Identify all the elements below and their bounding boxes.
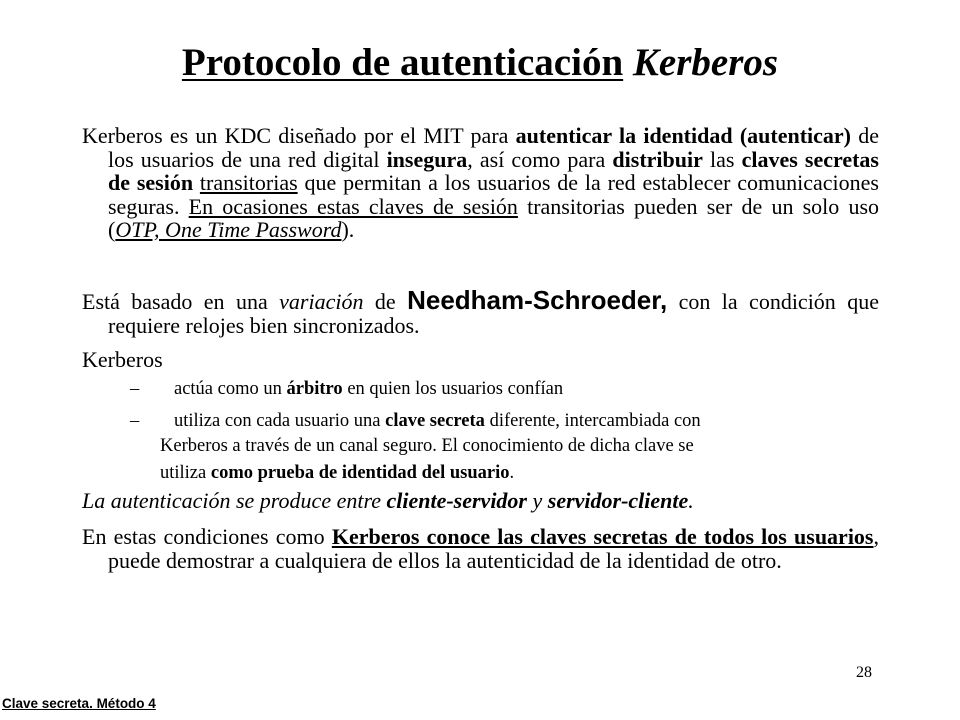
text: La autenticación se produce entre <box>82 488 387 513</box>
needham-schroeder-text: Needham-Schroeder, <box>407 285 668 315</box>
text: . <box>688 488 694 513</box>
text: , así como para <box>467 146 613 172</box>
list-item-continuation <box>160 459 880 487</box>
title-main: Protocolo de autenticación <box>181 41 624 84</box>
text: utiliza con cada usuario una <box>174 411 386 431</box>
list-item-continuation: Kerberos a través de un canal seguro. El conocimiento de dicha clave se <box>160 436 694 456</box>
bold-text: cliente-servidor <box>386 488 527 513</box>
list-item <box>130 375 870 403</box>
underlined-text: En ocasiones estas claves de sesión <box>188 193 518 219</box>
text: de <box>363 289 408 314</box>
list-item <box>130 407 870 435</box>
text: . <box>509 463 515 483</box>
bold-text: clave secreta <box>385 411 485 431</box>
text: diferente, intercambiada con <box>484 411 701 431</box>
slide-title <box>0 40 960 86</box>
text: ). <box>341 217 355 242</box>
bold-text: claves secretas de sesión <box>108 146 879 195</box>
bold-text: como prueba de identidad del usuario <box>210 463 510 483</box>
bold-text: autenticar la identidad (autenticar) <box>515 123 852 148</box>
paragraph-kerberos-kdc <box>82 124 879 242</box>
text: utiliza <box>160 463 211 483</box>
text: Kerberos es un KDC diseñado por el MIT para <box>82 123 516 148</box>
text: y <box>527 488 548 513</box>
paragraph-needham-schroeder <box>82 285 879 338</box>
italic-text: variación <box>279 289 364 314</box>
text: que permitan a los usuarios de la red establecer comunicaciones seguras. <box>108 170 879 219</box>
footer-label: Clave secreta. Método 4 <box>2 696 156 711</box>
text: Está basado en una <box>82 289 280 314</box>
bold-text: árbitro <box>286 379 343 399</box>
paragraph-kerberos <box>82 348 879 372</box>
text: transitorias pueden ser de un solo uso ( <box>108 193 880 242</box>
bold-underlined-text: Kerberos conoce las claves secretas de todos los usuarios <box>331 524 874 549</box>
underlined-text: transitorias <box>199 170 298 195</box>
text <box>193 170 200 195</box>
text: de los usuarios de una red digital <box>108 123 880 172</box>
text: En estas condiciones como <box>82 524 332 549</box>
dash-bullet: – <box>130 379 140 399</box>
text: Kerberos <box>82 347 163 372</box>
text: las <box>702 146 742 172</box>
page-number: 28 <box>856 664 872 681</box>
paragraph-conclusion <box>82 525 879 572</box>
text: con la condición que requiere relojes bien sincronizados. <box>108 289 879 338</box>
dash-bullet: – <box>130 411 140 431</box>
paragraph-autenticacion <box>82 489 879 513</box>
bold-text: servidor-cliente <box>547 488 689 513</box>
bold-text: insegura <box>386 146 468 172</box>
text: actúa como un <box>174 379 287 399</box>
bold-text: distribuir <box>612 146 703 172</box>
title-kerberos: Kerberos <box>632 41 779 84</box>
text: , puede demostrar a cualquiera de ellos la autenticidad de la identidad de otro. <box>108 524 879 573</box>
text: en quien los usuarios confían <box>342 379 564 399</box>
otp-text: OTP, One Time Password <box>115 217 342 242</box>
